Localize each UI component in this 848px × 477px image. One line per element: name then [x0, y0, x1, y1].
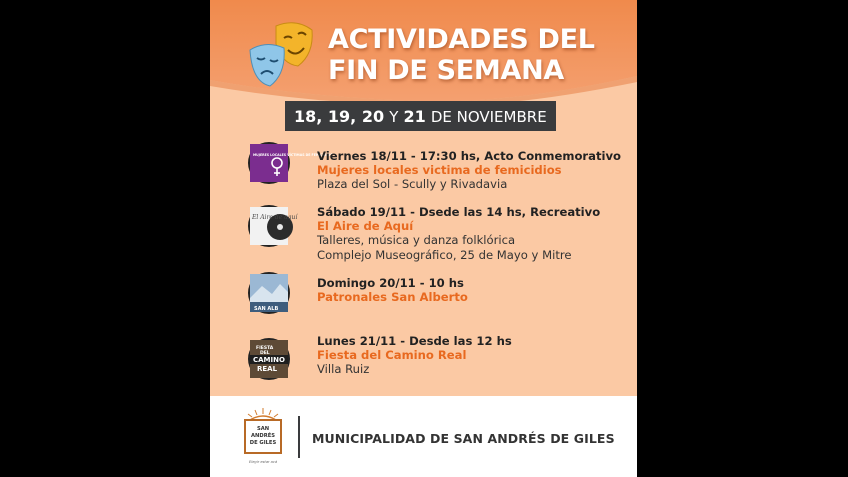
thumb-caption: CAMINO	[253, 356, 285, 364]
logo-line-3: DE GILES	[249, 440, 277, 446]
event-text	[317, 205, 627, 263]
event-text	[317, 276, 627, 304]
logo-line-2: ANDRÉS	[251, 433, 275, 439]
municipality-logo	[242, 406, 284, 466]
dates-bold-2: 21	[403, 107, 426, 126]
logo-tagline: Elegir estar acá	[248, 460, 278, 464]
event-thumbnail-san-alberto	[248, 272, 290, 314]
san-alberto-image	[250, 274, 288, 312]
footer	[210, 396, 637, 477]
event-title: El Aire de Aquí	[317, 219, 414, 233]
event-datetime: Sábado 19/11 - Dsede las 14 hs, Recreativo	[317, 205, 601, 219]
event-location: Villa Ruiz	[317, 362, 370, 376]
dates-banner	[285, 101, 556, 131]
thumb-caption: REAL	[257, 365, 278, 373]
thumb-caption: DEL	[260, 351, 270, 356]
dates-month: DE NOVIEMBRE	[430, 108, 547, 126]
event-location: Complejo Museográfico, 25 de Mayo y Mitre	[317, 248, 572, 262]
event-datetime: Lunes 21/11 - Desde las 12 hs	[317, 334, 512, 348]
event-text	[317, 149, 627, 192]
theater-masks-icon	[246, 20, 318, 90]
aire-de-aqui-image	[250, 207, 298, 245]
event-title: Fiesta del Camino Real	[317, 348, 467, 362]
event-datetime: Viernes 18/11 - 17:30 hs, Acto Conmemorativo	[317, 149, 621, 163]
event-description: Talleres, música y danza folklórica	[317, 233, 516, 247]
thumb-caption: SAN ALB	[254, 306, 279, 312]
event-datetime: Domingo 20/11 - 10 hs	[317, 276, 464, 290]
dates-y: Y	[389, 108, 399, 126]
title-line-1: ACTIVIDADES DEL	[328, 24, 595, 55]
event-location: Plaza del Sol - Scully y Rivadavia	[317, 177, 508, 191]
event-poster	[210, 0, 637, 477]
event-title: Mujeres locales victima de femicidios	[317, 163, 562, 177]
footer-divider	[298, 416, 300, 458]
event-thumbnail-femicidios	[248, 142, 333, 184]
event-text	[317, 334, 627, 377]
event-title: Patronales San Alberto	[317, 290, 468, 304]
dates-bold: 18, 19, 20	[294, 107, 385, 126]
thumb-caption: FIESTA	[256, 346, 274, 351]
poster-title	[328, 24, 595, 86]
event-thumbnail-camino-real	[248, 338, 290, 380]
logo-line-1: SAN	[256, 426, 270, 432]
event-thumbnail-aire-de-aqui	[248, 205, 298, 247]
thumb-caption: El Aire de aquí	[252, 214, 298, 221]
thumb-caption: MUJERES LOCALES VÍCTIMAS DE FEMICIDIOS	[253, 153, 333, 157]
camino-real-image	[250, 340, 288, 378]
municipality-name: MUNICIPALIDAD DE SAN ANDRÉS DE GILES	[312, 431, 615, 446]
venus-symbol-icon	[250, 144, 333, 182]
title-line-2: FIN DE SEMANA	[328, 55, 564, 86]
